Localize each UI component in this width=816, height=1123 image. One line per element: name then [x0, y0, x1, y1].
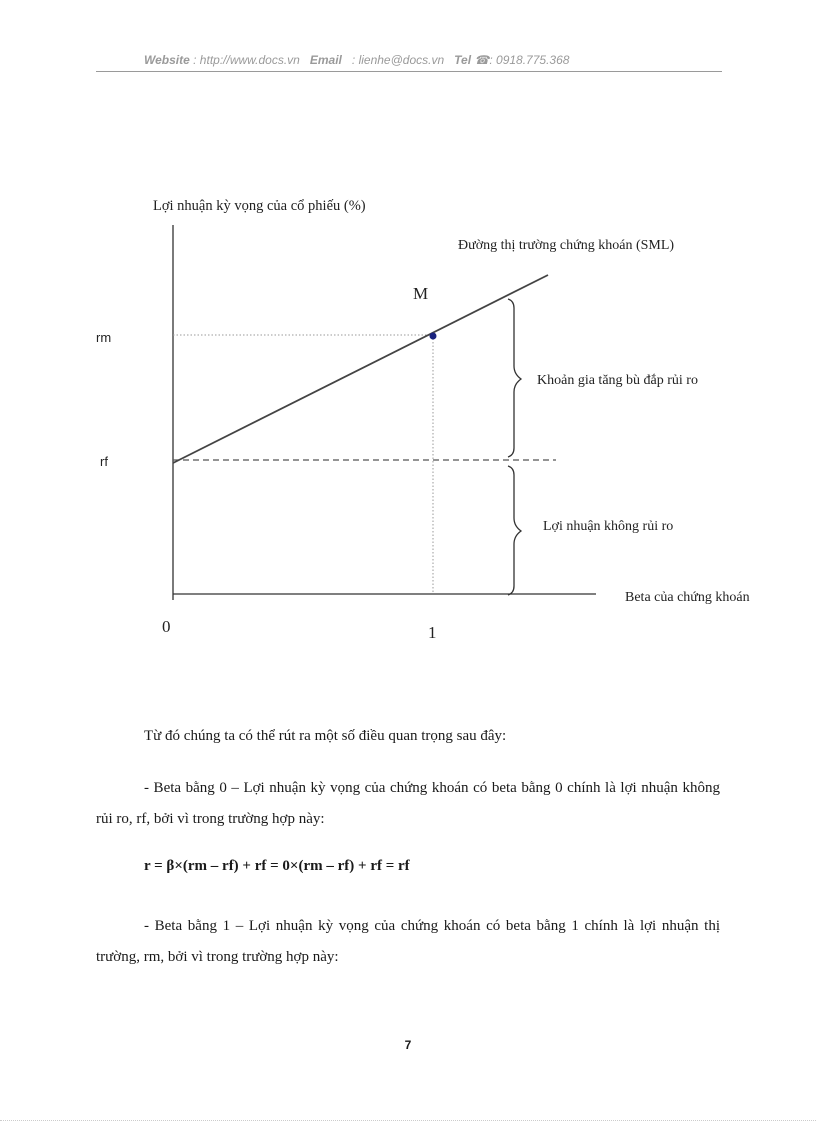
capm-formula: r = β×(rm – rf) + rf = 0×(rm – rf) + rf = rf: [144, 858, 410, 874]
tel-label: Tel: [454, 53, 472, 67]
email-label: Email: [309, 53, 342, 67]
premium-label: Khoản gia tăng bù đắp rủi ro: [537, 373, 698, 388]
website-label: Website: [144, 53, 190, 67]
beta0-paragraph: - Beta bằng 0 – Lợi nhuận kỳ vọng của chứng khoán có beta bằng 0 chính là lợi nhuận không rủi ro, rf, bởi vì trong trường hợp này:: [96, 780, 720, 827]
phone-icon: ☎: [474, 53, 490, 67]
intro-paragraph: Từ đó chúng ta có thể rút ra một số điều quan trọng sau đây:: [144, 728, 507, 744]
rf-tick-label: rf: [100, 454, 108, 469]
riskfree-brace: [508, 466, 521, 595]
email-value[interactable]: : lienhe@docs.vn: [351, 53, 445, 67]
point-m-label: M: [413, 284, 429, 303]
sml-label: Đường thị trường chứng khoán (SML): [458, 238, 675, 253]
sml-chart-svg: [0, 180, 816, 640]
y-axis-label: Lợi nhuận kỳ vọng của cổ phiếu (%): [153, 198, 366, 214]
x-axis-label: Beta của chứng khoán: [625, 590, 750, 605]
riskfree-label: Lợi nhuận không rủi ro: [543, 519, 674, 534]
bottom-rule: [0, 1120, 816, 1121]
market-point-m: [430, 333, 437, 340]
header-text: [144, 53, 569, 67]
header-rule: [96, 71, 722, 72]
page-number: 7: [404, 1038, 412, 1052]
premium-brace: [508, 299, 521, 457]
website-url[interactable]: : http://www.docs.vn: [193, 53, 300, 67]
rm-tick-label: rm: [96, 330, 112, 345]
tel-value: : 0918.775.368: [489, 53, 570, 67]
sml-chart: [0, 180, 816, 640]
sml-line: [173, 275, 548, 463]
beta1-tick-label: 1: [428, 623, 437, 642]
origin-tick-label: 0: [162, 617, 171, 636]
page-header: [96, 50, 722, 72]
beta1-paragraph: - Beta bằng 1 – Lợi nhuận kỳ vọng của chứng khoán có beta bằng 1 chính là lợi nhuận thị trường, rm, bởi vì trong trường hợp này:: [96, 918, 720, 965]
